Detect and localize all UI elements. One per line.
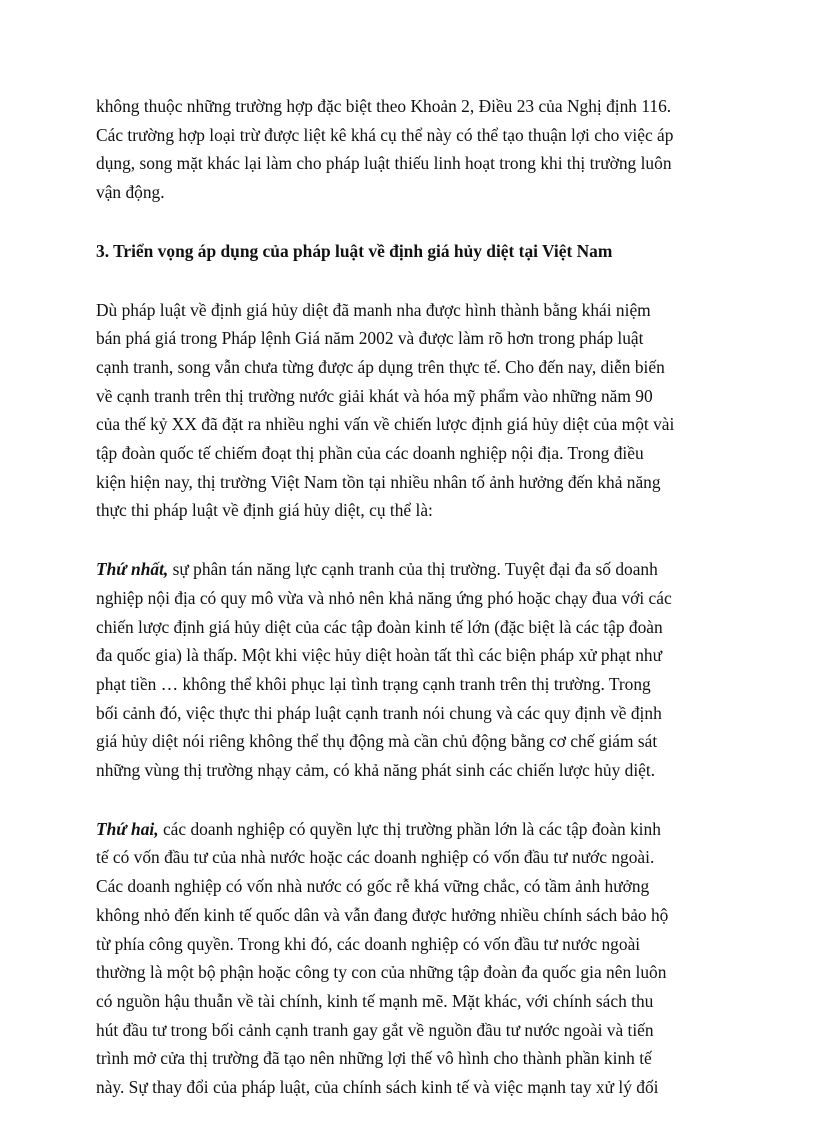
text-line: trình mở cửa thị trường đã tạo nên những lợi thế vô hình cho thành phần kinh tế (96, 1048, 652, 1069)
text-line: chiến lược định giá hủy diệt của các tập đoàn kinh tế lớn (đặc biệt là các tập đoàn (96, 616, 663, 637)
text-line: thực thi pháp luật về định giá hủy diệt, cụ thể là: (96, 500, 433, 521)
text-line: tế có vốn đầu tư của nhà nước hoặc các doanh nghiệp có vốn đầu tư nước ngoài. (96, 847, 655, 868)
text-line: Các doanh nghiệp có vốn nhà nước có gốc rễ khá vững chắc, có tầm ảnh hưởng (96, 876, 650, 897)
text-line: của thế kỷ XX đã đặt ra nhiều nghi vấn về chiến lược định giá hủy diệt của một vài (96, 414, 675, 435)
text-line: không thuộc những trường hợp đặc biệt theo Khoản 2, Điều 23 của Nghị định 116. (96, 96, 672, 116)
text-line: bối cảnh đó, việc thực thi pháp luật cạnh tranh nói chung và các quy định về định (96, 702, 662, 723)
text-line: đa quốc gia) là thấp. Một khi việc hủy diệt hoàn tất thì các biện pháp xử phạt như (96, 645, 663, 666)
text-line: những vùng thị trường nhạy cảm, có khả năng phát sinh các chiến lược hủy diệt. (96, 760, 656, 781)
text-line: hút đầu tư trong bối cảnh cạnh tranh gay gắt về nguồn đầu tư nước ngoài và tiến (96, 1019, 654, 1040)
document-page (96, 92, 728, 1102)
paragraph-3 (96, 555, 728, 785)
text-line (96, 555, 728, 584)
text-line: nghiệp nội địa có quy mô vừa và nhỏ nên khả năng ứng phó hoặc chạy đua với các (96, 587, 672, 608)
text-line: thường là một bộ phận hoặc công ty con của những tập đoàn đa quốc gia nên luôn (96, 962, 667, 983)
section-heading (96, 237, 728, 266)
text-line: giá hủy diệt nói riêng không thể thụ động mà cần chủ động bằng cơ chế giám sát (96, 731, 658, 752)
text-fragment: các doanh nghiệp có quyền lực thị trường phần lớn là các tập đoàn kinh (158, 818, 661, 839)
text-line: cạnh tranh, song vẫn chưa từng được áp dụng trên thực tế. Cho đến nay, diễn biến (96, 356, 665, 377)
text-line: Các trường hợp loại trừ được liệt kê khá cụ thể này có thể tạo thuận lợi cho việc áp (96, 124, 674, 145)
text-line: phạt tiền … không thể khôi phục lại tình trạng cạnh tranh trên thị trường. Trong (96, 673, 651, 694)
paragraph-4 (96, 815, 728, 1102)
paragraph-lead: Thứ hai, (96, 818, 159, 839)
text-line: này. Sự thay đổi của pháp luật, của chính sách kinh tế và việc mạnh tay xử lý đối (96, 1077, 659, 1098)
text-fragment: sự phân tán năng lực cạnh tranh của thị trường. Tuyệt đại đa số doanh (168, 559, 658, 580)
paragraph-lead: Thứ nhất, (96, 559, 169, 580)
text-line: dụng, song mặt khác lại làm cho pháp luật thiếu linh hoạt trong khi thị trường luôn (96, 153, 672, 174)
text-line: vận động. (96, 182, 165, 203)
text-line: tập đoàn quốc tế chiếm đoạt thị phần của các doanh nghiệp nội địa. Trong điều (96, 443, 644, 464)
text-line: bán phá giá trong Pháp lệnh Giá năm 2002 và được làm rõ hơn trong pháp luật (96, 328, 644, 349)
section-heading-text: 3. Triển vọng áp dụng của pháp luật về định giá hủy diệt tại Việt Nam (96, 240, 613, 261)
text-line: về cạnh tranh trên thị trường nước giải khát và hóa mỹ phẩm vào những năm 90 (96, 385, 653, 406)
text-line: không nhỏ đến kinh tế quốc dân và vẫn đang được hưởng nhiều chính sách bảo hộ (96, 904, 669, 925)
text-line: Dù pháp luật về định giá hủy diệt đã manh nha được hình thành bằng khái niệm (96, 299, 651, 320)
text-line: kiện hiện nay, thị trường Việt Nam tồn tại nhiều nhân tố ảnh hưởng đến khả năng (96, 471, 661, 492)
paragraph-2 (96, 296, 728, 526)
text-line: có nguồn hậu thuẫn về tài chính, kinh tế mạnh mẽ. Mặt khác, với chính sách thu (96, 990, 654, 1011)
text-line (96, 815, 728, 844)
text-line: từ phía công quyền. Trong khi đó, các doanh nghiệp có vốn đầu tư nước ngoài (96, 933, 641, 954)
paragraph-1 (96, 92, 728, 207)
